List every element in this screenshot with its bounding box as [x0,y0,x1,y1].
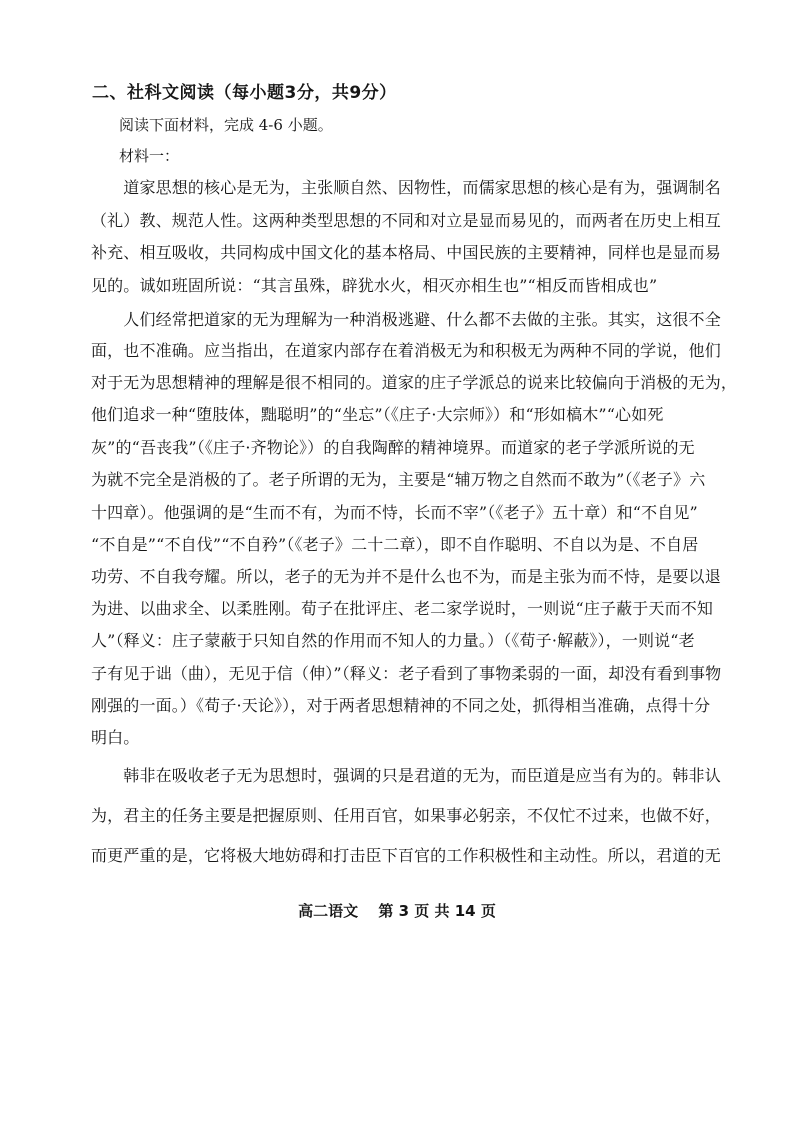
text-line: 人们经常把道家的无为理解为一种消极逃避、什么都不去做的主张。其实，这很不全 [91,310,721,329]
text-line: 为，君主的任务主要是把握原则、任用百官，如果事必躬亲，不仅忙不过来，也做不好， [91,806,721,825]
text-line: 人”（释义：庄子蒙蔽于只知自然的作用而不知人的力量。）（《荀子·解蔽》），一则说“老 [91,631,695,650]
text-line: 明白。 [91,728,140,747]
text-line: 十四章）。他强调的是“生而不有，为而不恃，长而不宰”（《老子》五十章）和“不自见” [91,503,698,522]
text-line: 他们追求一种“堕肢体，黜聪明”的“坐忘”（《庄子·大宗师》）和“形如槁木”“心如死 [91,405,664,424]
page-footer: 高二语文 第 3 页 共 14 页 [298,902,496,920]
text-line: 而更严重的是，它将极大地妨碍和打击臣下百官的工作积极性和主动性。所以，君道的无 [91,846,721,865]
section-heading: 二、社科文阅读（每小题3分，共9分） [92,83,397,103]
text-line: 面，也不准确。应当指出，在道家内部存在着消极无为和积极无为两种不同的学说，他们 [91,341,721,360]
reading-instruction: 阅读下面材料，完成 4-6 小题。 [119,116,333,134]
text-line: 灰”的“吾丧我”（《庄子·齐物论》）的自我陶醉的精神境界。而道家的老子学派所说的无 [91,438,695,457]
text-line: 对于无为思想精神的理解是很不相同的。道家的庄子学派总的说来比较偏向于消极的无为， [91,373,738,392]
text-line: 为就不完全是消极的了。老子所谓的无为，主要是“辅万物之自然而不敢为”（《老子》六 [91,470,706,489]
text-line: “不自是”“不自伐”“不自矜”（《老子》二十二章），即不自作聪明、不自以为是、不自居 [91,535,699,554]
text-line: 为进、以曲求全、以柔胜刚。荀子在批评庄、老二家学说时，一则说“庄子蔽于天而不知 [91,599,714,618]
text-line: 道家思想的核心是无为，主张顺自然、因物性，而儒家思想的核心是有为，强调制名 [91,178,721,197]
material-label: 材料一： [119,147,180,165]
text-line: 子有见于诎（曲），无见于信（伸）”（释义：老子看到了事物柔弱的一面，却没有看到事物 [91,664,722,683]
text-line: 补充、相互吸收，共同构成中国文化的基本格局、中国民族的主要精神，同样也是显而易 [91,243,721,262]
text-line: 见的。诚如班固所说：“其言虽殊，辟犹水火，相灭亦相生也”“相反而皆相成也” [91,276,658,295]
text-line: 功劳、不自我夸耀。所以，老子的无为并不是什么也不为，而是主张为而不恃，是要以退 [91,567,721,586]
text-line: 韩非在吸收老子无为思想时，强调的只是君道的无为，而臣道是应当有为的。韩非认 [91,766,721,785]
text-line: （礼）教、规范人性。这两种类型思想的不同和对立是显而易见的，而两者在历史上相互 [91,211,721,230]
text-line: 刚强的一面。）《荀子·天论》），对于两者思想精神的不同之处，抓得相当准确，点得十分 [91,696,711,715]
